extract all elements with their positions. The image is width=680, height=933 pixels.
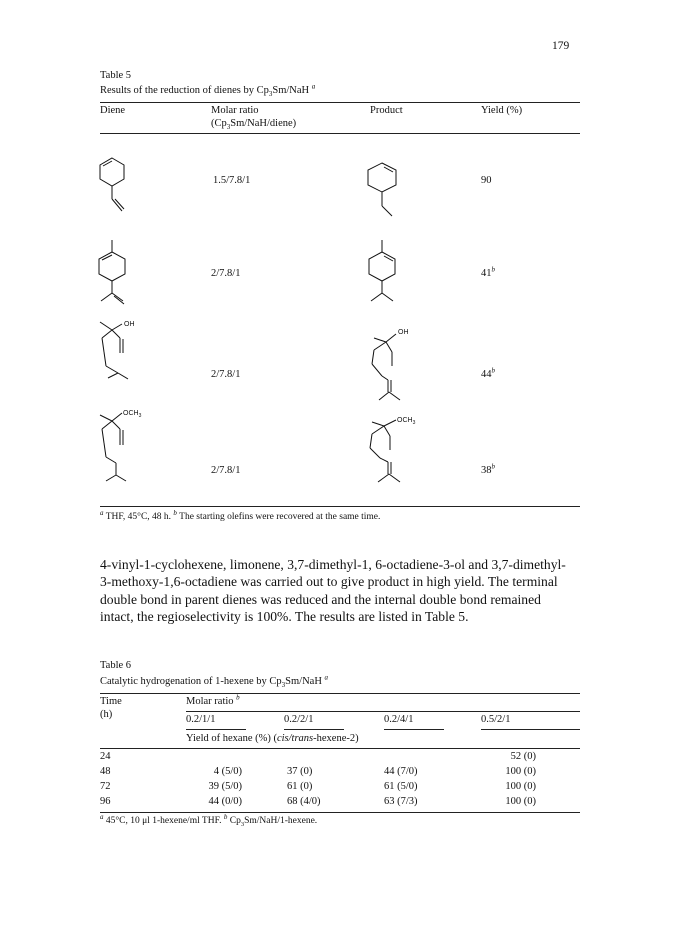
table5-row4-yield: 38$^b$ (481, 462, 495, 476)
diene-vinylcyclohexene-structure (95, 153, 145, 228)
table5-row3-ratio: 2/7.8/1 (211, 369, 241, 380)
product-menthene-structure (362, 238, 412, 318)
table5-header-ratio-detail: $(Cp_3Sm/NaH/diene)$ (211, 118, 297, 132)
product-methoxy-octene-structure (358, 410, 433, 495)
diene-methoxy-octadiene-structure (90, 405, 165, 490)
table6-ratio-col2: 0.2/2/1 (284, 714, 314, 725)
table6-row3-col1: 39 (5/0) (208, 781, 242, 792)
table5-top-rule (100, 102, 580, 103)
table6-ratio-rule (186, 711, 580, 712)
table6-col1-underline (186, 729, 246, 730)
table6-row4-col3: 63 (7/3) (384, 796, 418, 807)
table5-header-product: Product (370, 105, 403, 116)
table5-row3-yield: 44$^b$ (481, 366, 495, 380)
table5-header-yield: Yield (%) (481, 105, 523, 116)
table6-row3-col4: 100 (0) (505, 781, 536, 792)
table6-row3-col2: 61 (0) (287, 781, 313, 792)
product-dihydrolinalool-structure (360, 322, 430, 407)
table6-row2-col1: 4 (5/0) (213, 766, 242, 777)
table6-row2-col4: 100 (0) (505, 766, 536, 777)
table6-footnote: $^a$ 45°C, 10 μl 1-hexene/ml THF. $^b$ $Cp_3Sm/NaH/1$-hexene. (100, 812, 318, 828)
table5-row1-yield: 90 (481, 175, 492, 186)
oh-label-product: OH (398, 329, 409, 336)
paragraph-line-3: double bond in parent dienes was reduced and the internal double bond remained (100, 591, 541, 607)
table6-header-time: Time (100, 696, 122, 707)
paragraph-line-4: intact, the regioselectivity is 100%. The results are listed in Table 5. (100, 609, 469, 625)
och3-label: $OCH_3$ (123, 410, 142, 419)
diene-linalool-structure (90, 318, 160, 403)
table6-ratio-col4: 0.5/2/1 (481, 714, 511, 725)
table6-row3-time: 72 (100, 781, 111, 792)
table6-row4-col4: 100 (0) (505, 796, 536, 807)
table6-row3-col3: 61 (5/0) (384, 781, 418, 792)
table6-row4-time: 96 (100, 796, 111, 807)
table6-row2-time: 48 (100, 766, 111, 777)
table5-row1-ratio: 1.5/7.8/1 (213, 175, 251, 186)
body-paragraph (100, 556, 580, 626)
paragraph-line-2: 3-methoxy-1,6-octadiene was carried out to give product in high yield. The terminal (100, 574, 558, 590)
table5-label: Table 5 (100, 70, 132, 81)
table6-row1-col4: 52 (0) (510, 751, 536, 762)
diene-limonene-structure (92, 238, 142, 318)
paragraph-line-1: 4-vinyl-1-cyclohexene, limonene, 3,7-dimethyl-1, 6-octadiene-3-ol and 3,7-dimethyl- (100, 557, 566, 572)
table6-caption: Catalytic hydrogenation of 1-hexene by $Cp_3Sm$/NaH $^a$ (100, 673, 329, 690)
table5-caption: Results of the reduction of dienes by $Cp_3Sm$/NaH $^a$ (100, 82, 316, 99)
product-ethylcyclohexene-structure (365, 158, 415, 233)
table6-col3-underline (384, 729, 444, 730)
table6-row2-col2: 37 (0) (287, 766, 313, 777)
oh-label: OH (124, 321, 135, 328)
table5-header-diene: Diene (100, 105, 126, 116)
table6-ratio-col3: 0.2/4/1 (384, 714, 414, 725)
page-number: 179 (552, 40, 570, 52)
table5-footnote: $^a$ THF, 45°C, 48 h. $^b$ The starting olefins were recovered at the same time. (100, 508, 381, 522)
table6-header-time-unit: (h) (100, 709, 113, 720)
table6-top-rule (100, 693, 580, 694)
table6-row4-col2: 68 (4/0) (287, 796, 321, 807)
och3-label-product: $OCH_3$ (397, 417, 416, 426)
table5-bottom-rule (100, 506, 580, 507)
table6-col4-underline (481, 729, 580, 730)
table6-row1-time: 24 (100, 751, 111, 762)
table6-header-molar-ratio: Molar ratio $^b$ (186, 693, 240, 707)
table6-label: Table 6 (100, 660, 132, 671)
table5-header-ratio: Molar ratio (211, 105, 259, 116)
table6-header-rule (100, 748, 580, 749)
table5-header-rule (100, 133, 580, 134)
table6-yield-header: Yield of hexane (%) (cis/trans-hexene-2) (186, 733, 359, 744)
table6-ratio-col1: 0.2/1/1 (186, 714, 216, 725)
table6-bottom-rule (100, 812, 580, 813)
table5-row4-ratio: 2/7.8/1 (211, 465, 241, 476)
table5-row2-yield: 41$^b$ (481, 265, 495, 279)
table6-row4-col1: 44 (0/0) (208, 796, 242, 807)
table6-row2-col3: 44 (7/0) (384, 766, 418, 777)
table6-col2-underline (284, 729, 344, 730)
table5-row2-ratio: 2/7.8/1 (211, 268, 241, 279)
